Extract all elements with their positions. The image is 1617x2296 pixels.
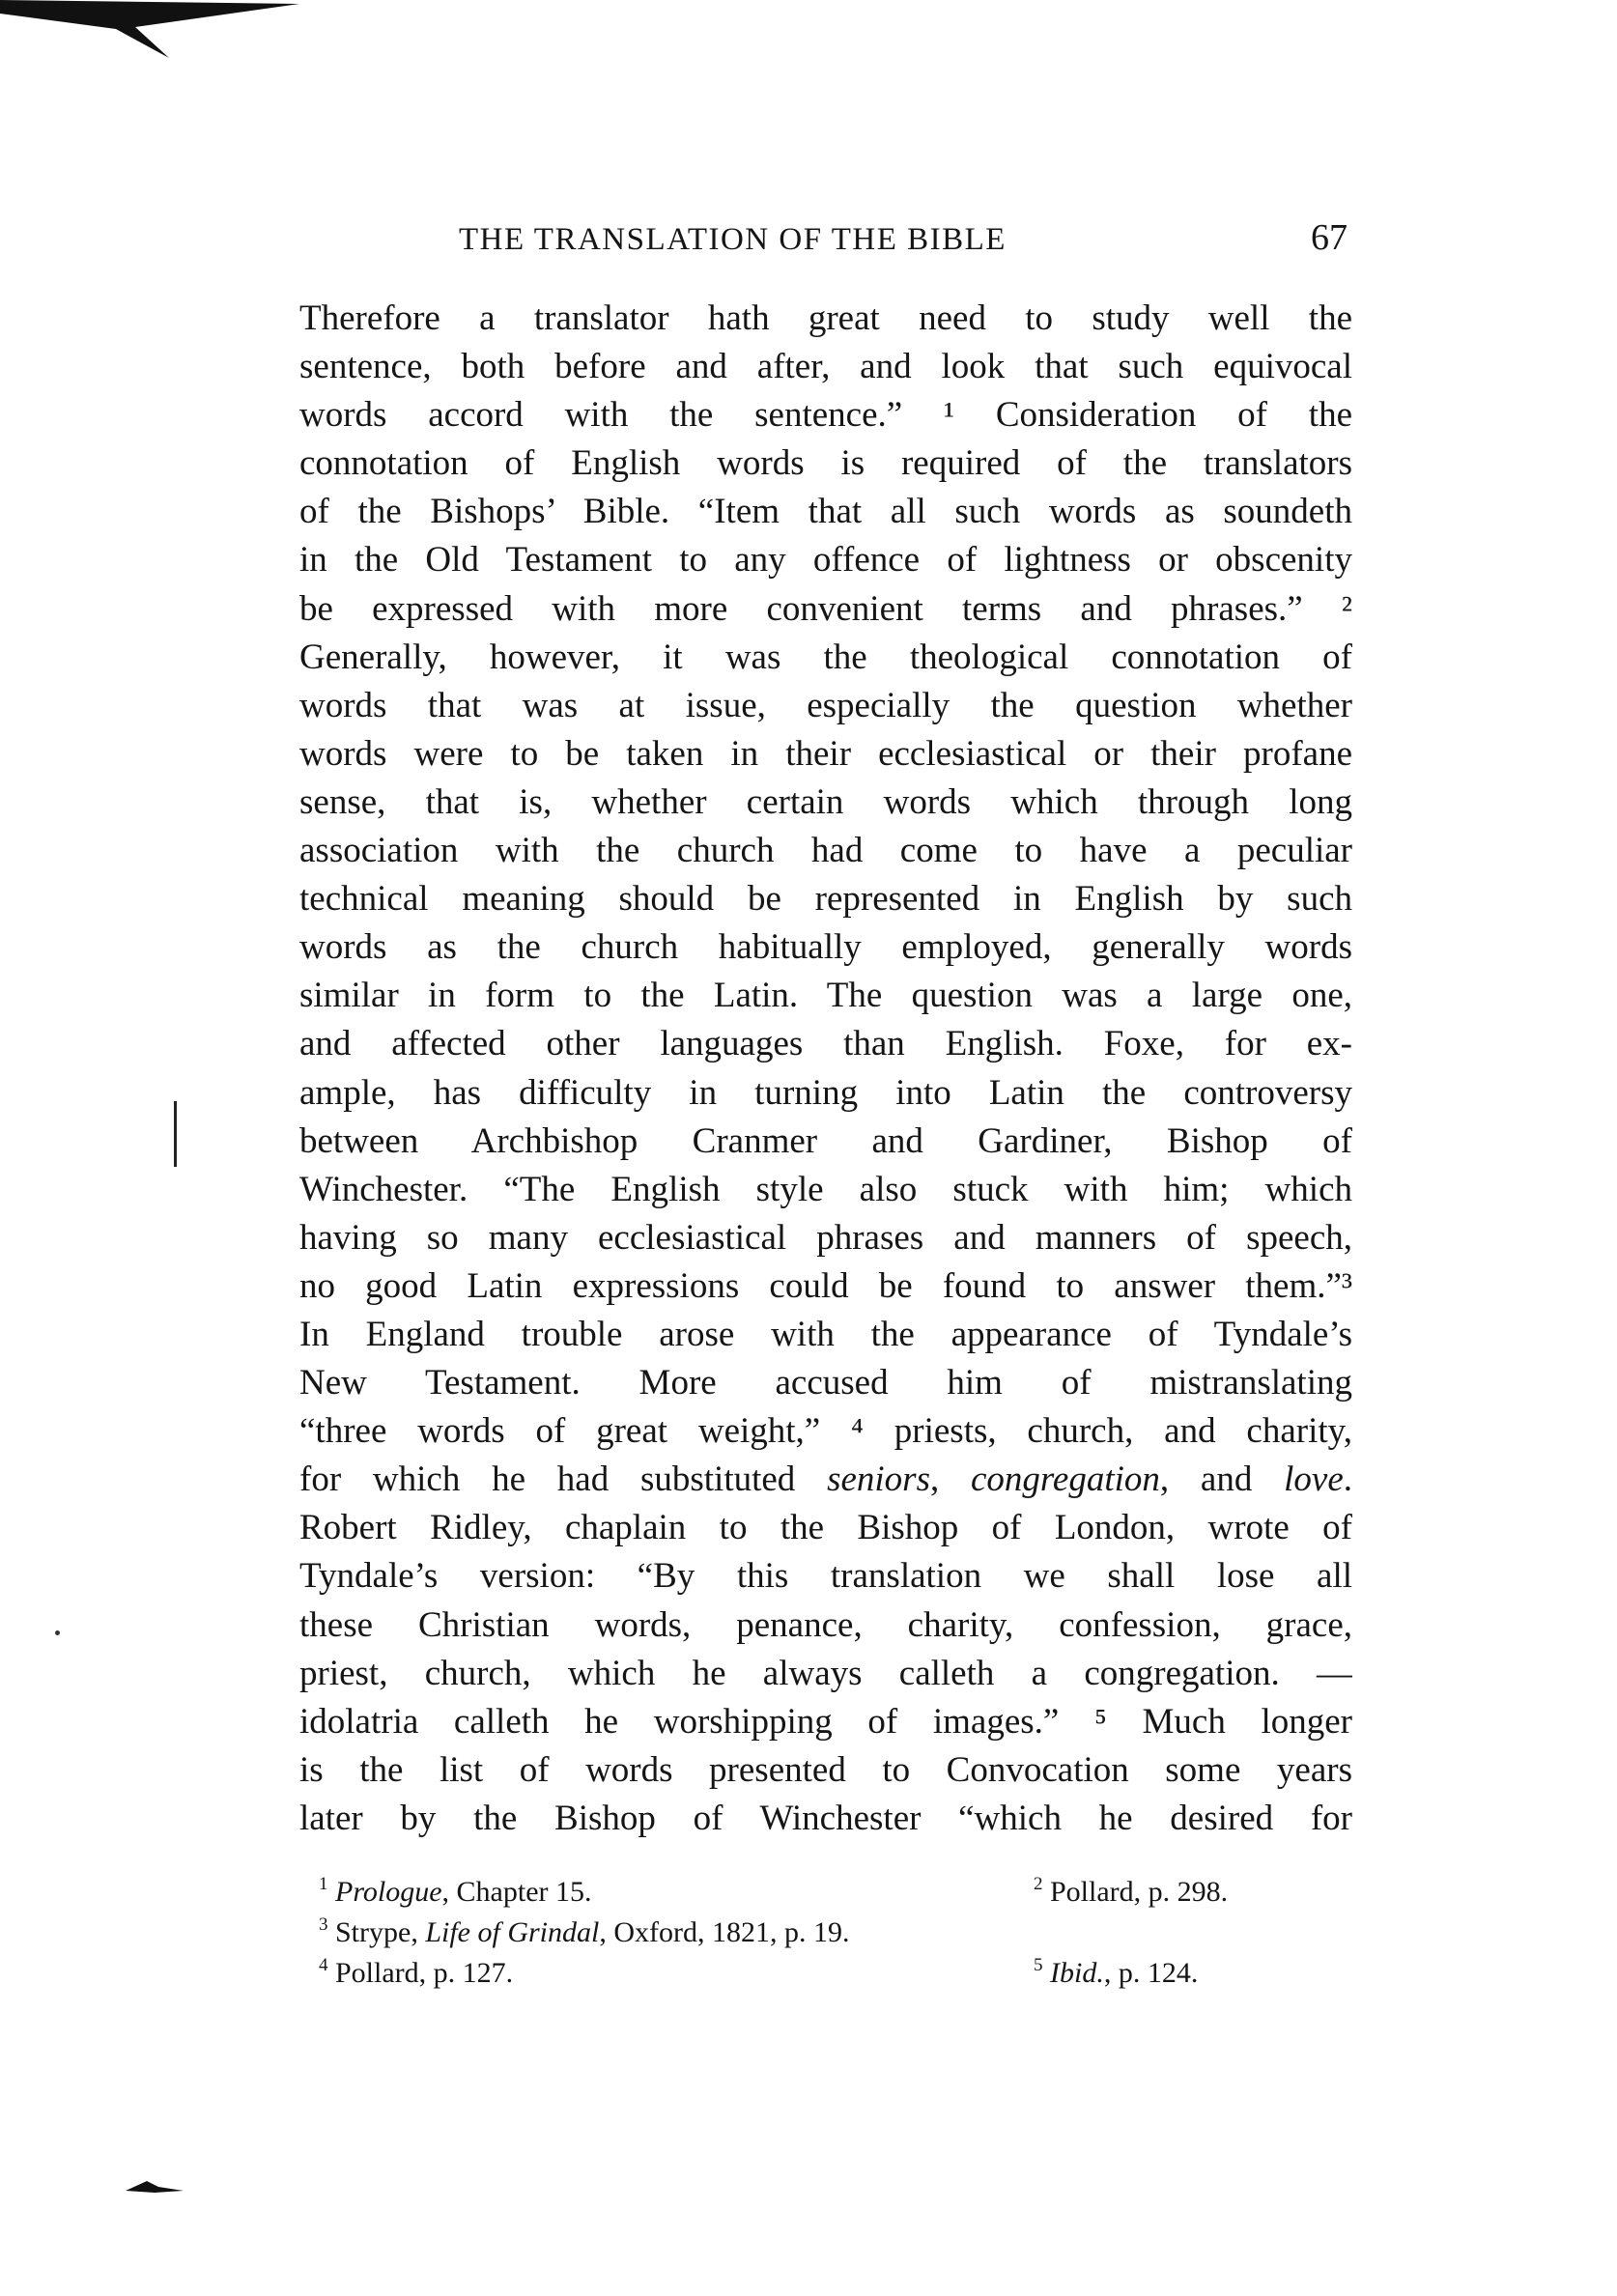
text-line: connotation of English words is required of the translators [299, 443, 1352, 484]
text-line: Winchester. “The English style also stuck with him; which [299, 1169, 1352, 1209]
footnotes [319, 1872, 1333, 1994]
footnote-text: , Chapter 15. [441, 1876, 592, 1908]
footnote-mark: 3 [319, 1914, 328, 1935]
italic-term: congregation [970, 1460, 1160, 1500]
footnote-mark: 5 [1034, 1955, 1043, 1975]
running-title: THE TRANSLATION OF THE BIBLE [459, 222, 1007, 257]
footnote-row [319, 1872, 1333, 1913]
text-line: for which he had substituted seniors, congregation, and love. [299, 1460, 1352, 1500]
footnote-4 [319, 1957, 513, 1989]
text-line: sentence, both before and after, and look that such equivocal [299, 347, 1352, 387]
footnote-text: , Oxford, 1821, p. 19. [599, 1916, 850, 1948]
italic-term: love [1284, 1460, 1344, 1500]
text-line: having so many ecclesiastical phrases and manners of speech, [299, 1217, 1352, 1258]
text-line: priest, church, which he always calleth a congregation. — [299, 1653, 1352, 1693]
footnote-mark: 4 [319, 1955, 328, 1975]
text-line: be expressed with more convenient terms and phrases.” ² [299, 588, 1352, 629]
text-line: between Archbishop Cranmer and Gardiner, Bishop of [299, 1120, 1352, 1161]
text-line: words that was at issue, especially the question whether [299, 685, 1352, 725]
text-line: and affected other languages than English. Foxe, for ex- [299, 1024, 1352, 1064]
text-line: Therefore a translator hath great need to study well the [299, 298, 1352, 338]
footnote-5 [1034, 1953, 1198, 1994]
footnote-3 [319, 1916, 850, 1948]
margin-bar-mark [174, 1101, 177, 1167]
footnote-author: Strype, [335, 1916, 426, 1948]
text-line: words accord with the sentence.” ¹ Consideration of the [299, 395, 1352, 436]
text-line: in the Old Testament to any offence of lightness or obscenity [299, 540, 1352, 581]
footnote-text: Pollard, p. 298. [1050, 1876, 1229, 1908]
text-line: of the Bishops’ Bible. “Item that all such words as soundeth [299, 492, 1352, 532]
text-line: idolatria calleth he worshipping of images.” ⁵ Much longer [299, 1701, 1352, 1742]
text-line: these Christian words, penance, charity, confession, grace, [299, 1604, 1352, 1645]
footnote-title: Life of Grindal [425, 1916, 600, 1948]
text-line: words as the church habitually employed, generally words [299, 927, 1352, 968]
bottom-arrow-mark [126, 2177, 184, 2197]
text-line: Generally, however, it was the theological connotation of [299, 637, 1352, 677]
footnote-text: Pollard, p. 127. [335, 1957, 514, 1989]
text-line: sense, that is, whether certain words which through long [299, 781, 1352, 822]
corner-arrow-mark [0, 0, 309, 68]
footnote-2 [1034, 1872, 1228, 1913]
text-line: “three words of great weight,” ⁴ priests, church, and charity, [299, 1411, 1352, 1452]
text-line: New Testament. More accused him of mistranslating [299, 1363, 1352, 1403]
footnote-title: Prologue [335, 1876, 442, 1908]
text-line: similar in form to the Latin. The question was a large one, [299, 976, 1352, 1016]
text-segment: for which he had substituted [299, 1460, 796, 1500]
italic-term: seniors [827, 1460, 930, 1500]
footnote-mark: 2 [1034, 1874, 1043, 1894]
text-line: is the list of words presented to Convocation some years [299, 1749, 1352, 1790]
footnote-text: , p. 124. [1103, 1957, 1199, 1989]
text-line: technical meaning should be represented in English by such [299, 879, 1352, 920]
footnote-mark: 1 [319, 1874, 328, 1894]
body-text [299, 295, 1352, 1843]
margin-dot-mark [55, 1630, 60, 1635]
text-line: In England trouble arose with the appearance of Tyndale’s [299, 1314, 1352, 1354]
text-line: later by the Bishop of Winchester “which he desired for [299, 1798, 1352, 1838]
running-head [299, 214, 1357, 263]
text-line: association with the church had come to have a peculiar [299, 831, 1352, 871]
text-line: ample, has difficulty in turning into Latin the controversy [299, 1072, 1352, 1113]
page-number: 67 [1311, 217, 1348, 258]
footnote-title: Ibid. [1050, 1957, 1104, 1989]
text-line: Tyndale’s version: “By this translation we shall lose all [299, 1556, 1352, 1597]
text-line: words were to be taken in their ecclesiastical or their profane [299, 733, 1352, 774]
footnote-1 [319, 1876, 592, 1908]
text-line: no good Latin expressions could be found to answer them.”³ [299, 1265, 1352, 1306]
text-line: Robert Ridley, chaplain to the Bishop of London, wrote of [299, 1508, 1352, 1548]
footnote-row [319, 1953, 1333, 1994]
footnote-row [319, 1913, 1333, 1953]
